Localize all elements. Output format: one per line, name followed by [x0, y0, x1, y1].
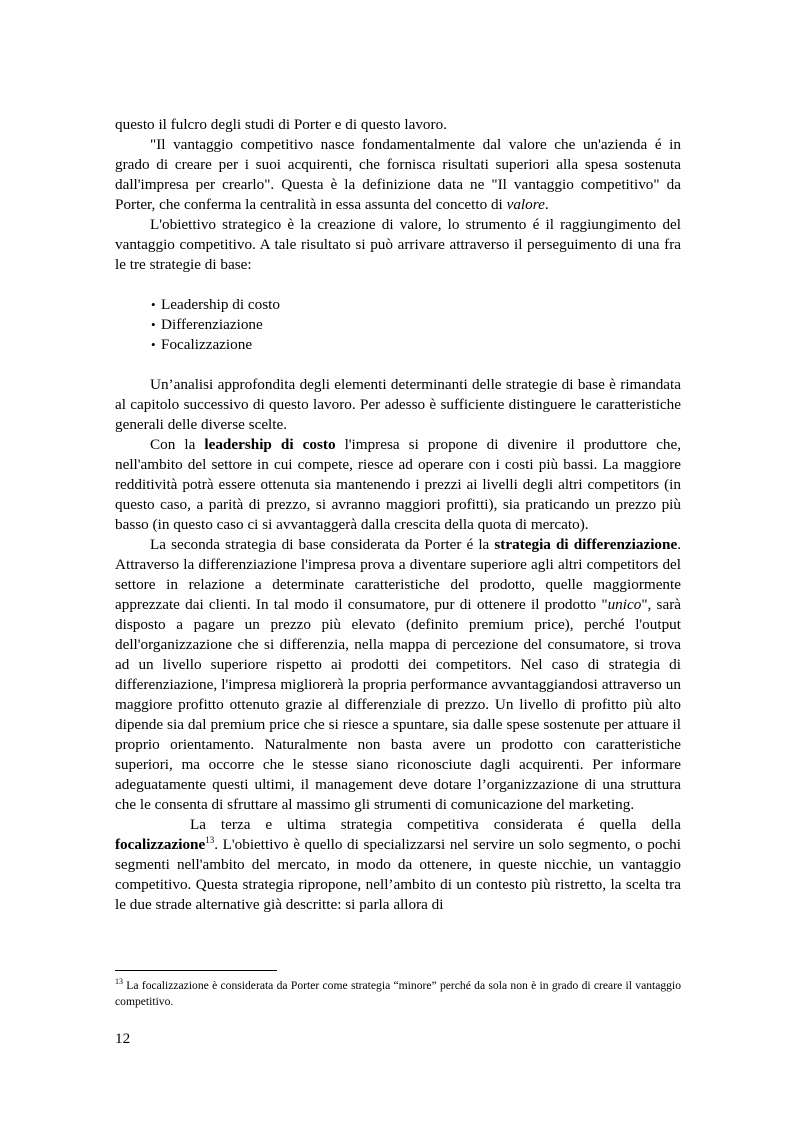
paragraph-text: Un’analisi approfondita degli elementi determinanti delle strategie di base è rimandata al capitolo successivo di questo lavoro. Per adesso è sufficiente distinguere le caratteristiche generali delle diverse scelte.	[115, 376, 681, 433]
paragraph-text: ", sarà disposto a pagare un prezzo più elevato (definito premium price), perché l'output dell'organizzazione che si differenzia, nella mappa di percezione del consumatore, si trova ad un livello superiore rispetto ai prodotti dei competitors. Nel caso di strategia di differenziazione, l'impresa migliorerà la propria performance avvantaggiandosi attraverso un maggiore profitto ottenuto grazie al differenziale di prezzo. Un livello di profitto più alto dipende sia dal premium price che si riesce a spuntare, sia dalle spese sostenute per attuare il proprio orientamento. Naturalmente non basta avere un prodotto con caratteristiche superiori, ma occorre che le stesse siano riconosciute dagli acquirenti. Per informare adeguatamente questi ultimi, il management deve dotare l’organizzazione di una struttura che le consenta di sfruttare al massimo gli strumenti di comunicazione del marketing.	[115, 596, 682, 813]
paragraph-text: questo il fulcro degli studi di Porter e di questo lavoro.	[115, 116, 447, 133]
paragraph-text: La seconda strategia di base considerata da Porter é la	[150, 536, 495, 553]
footnote-divider	[115, 970, 277, 971]
paragraph-cost-leadership	[115, 435, 681, 535]
paragraph-text: La terza e ultima strategia competitiva considerata é quella della	[190, 816, 681, 833]
page-number: 12	[115, 1030, 131, 1047]
paragraph-text: .	[544, 196, 549, 213]
paragraph-text: L'obiettivo strategico è la creazione di valore, lo strumento é il raggiungimento del vantaggio competitivo. A tale risultato si può arrivare attraverso il perseguimento di una fra le tre strategie di base:	[115, 216, 681, 273]
footnote-reference[interactable]: 13	[205, 835, 215, 845]
paragraph-analysis	[115, 375, 681, 435]
footnote-number: 13	[115, 977, 123, 986]
bold-term: leadership di costo	[204, 436, 336, 453]
paragraph-focus	[115, 815, 681, 915]
paragraph-text: "Il vantaggio competitivo nasce fondamentalmente dal valore che un'azienda é in grado di creare per i suoi acquirenti, che fornisca risultati superiori alla spesa sostenuta dall'impresa per crearlo". Questa è la definizione data ne "Il vantaggio competitivo" da Porter, che conferma la centralità in essa assunta del concetto di	[115, 136, 681, 213]
footnote-text: La focalizzazione è considerata da Porter come strategia “minore” perché da sola non è in grado di creare il vantaggio competitivo.	[115, 979, 681, 1008]
paragraph-text: l'impresa si propone di divenire il produttore che, nell'ambito del settore in cui compete, riesce ad operare con i costi più bassi. La maggiore redditività potrà essere ottenuta sia mantenendo i prezzi ai livelli degli altri competitors (in questo caso, a parità di prezzo, si avranno maggiori profitti), sia praticando un prezzo più basso (in questo caso ci si avvantaggerà dalla crescita della quota di mercato).	[115, 436, 681, 533]
page-body	[115, 115, 681, 915]
footnote	[115, 978, 681, 1010]
paragraph-objective	[115, 215, 681, 275]
list-item: • Leadership di costo	[151, 295, 681, 315]
list-item: • Focalizzazione	[151, 335, 681, 355]
paragraph-differentiation	[115, 535, 681, 815]
paragraph-definition	[115, 135, 681, 215]
bold-term: strategia di differenziazione	[494, 536, 678, 553]
spacer	[115, 355, 681, 375]
paragraph-text: Con la	[150, 436, 205, 453]
paragraph-continuation	[115, 115, 681, 135]
emphasis-text: unico	[607, 596, 642, 613]
spacer	[115, 275, 681, 295]
list-item: • Differenziazione	[151, 315, 681, 335]
strategy-list	[115, 295, 681, 355]
emphasis-text: valore	[506, 196, 545, 213]
paragraph-text: . Attraverso la differenziazione l'impresa prova a diventare superiore agli altri competitors del settore in relazione a determinate caratteristiche del prodotto, quelle maggiormente apprezzate dai clienti. In tal modo il consumatore, pur di ottenere il prodotto "	[115, 536, 681, 613]
bold-term: focalizzazione	[115, 836, 206, 853]
paragraph-text: . L'obiettivo è quello di specializzarsi nel servire un solo segmento, o pochi segmenti nell'ambito del mercato, in modo da ottenere, in queste nicchie, un vantaggio competitivo. Questa strategia ripropone, nell’ambito di un contesto più ristretto, la scelta tra le due strade alternative già descritte: si parla allora di	[115, 836, 681, 913]
